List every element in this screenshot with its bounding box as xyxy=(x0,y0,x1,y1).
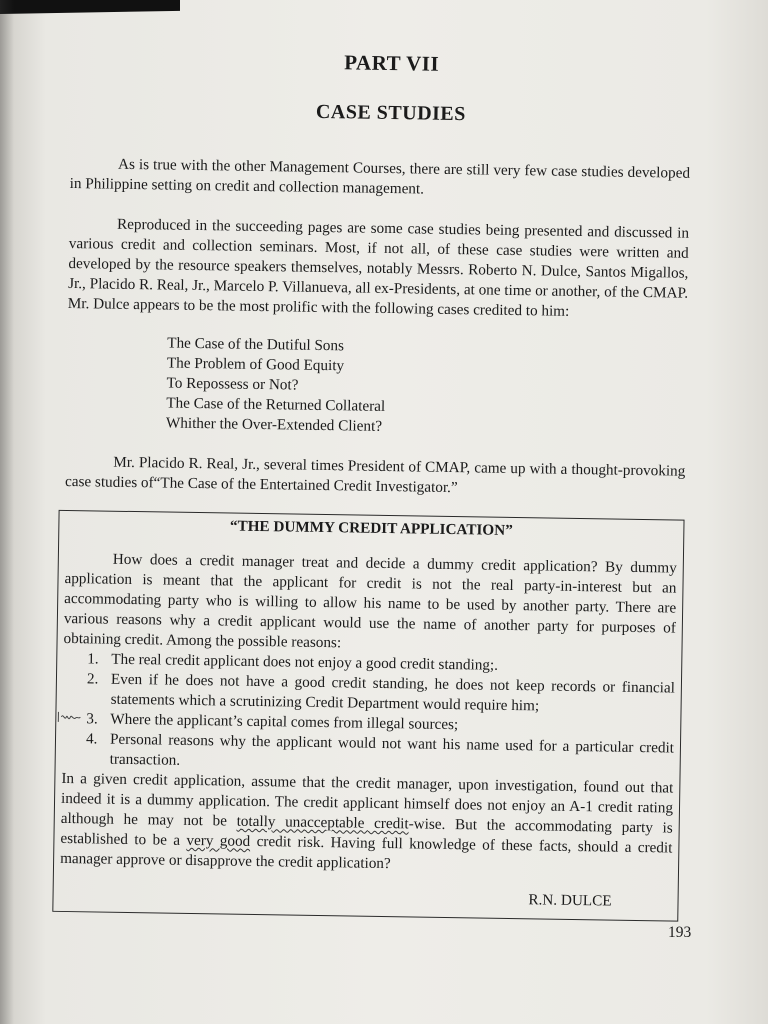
case-list xyxy=(166,334,688,442)
handwritten-note-mark xyxy=(56,709,82,725)
case-study-box xyxy=(52,510,684,922)
case-study-intro: How does a credit manager treat and decide a dummy credit application? By dummy application is meant that the applicant for credit is not the real party-in-interest but an accommodating party who is willing to allow his name to be used by another party. There are various reasons why a credit applicant would use the name of another party for purposes of obtaining credit. Among the possible reasons: xyxy=(63,550,677,652)
scan-edge-shadow xyxy=(0,0,180,14)
question-text: credit risk. Having full knowledge of these facts, should a credit manager approve or disapprove the credit application? xyxy=(60,832,673,873)
case-study-question xyxy=(60,769,673,879)
reason-number: 2. xyxy=(86,670,99,688)
underlined-phrase: very good xyxy=(186,831,251,850)
reason-number: 4. xyxy=(85,730,98,748)
page-number: 193 xyxy=(668,924,692,941)
intro-paragraph: As is true with the other Management Courses, there are still very few case studies developed in Philippine setting on credit and collection management. xyxy=(69,155,691,198)
case-study-title: “THE DUMMY CREDIT APPLICATION” xyxy=(229,517,513,539)
reason-number: 1. xyxy=(87,650,99,668)
part-title: PART VII xyxy=(344,50,440,76)
underlined-phrase: totally unacceptable credit xyxy=(236,812,409,833)
case-studies-paragraph: Reproduced in the succeeding pages are some case studies being presented and discussed in various credit and collection seminars. Most, if not all, of these case studies were written and developed by the resource speakers themselves, notably Messrs. Roberto N. Dulce, Santos Migallos, Jr., Placido R. Real, Jr., Marcelo P. Villanueva, all ex-Presidents, at one time or another, of the CMAP. Mr. Dulce appears to be the most prolific with the following cases credited to him: xyxy=(67,215,690,320)
case-list-item: To Repossess or Not? xyxy=(166,374,299,394)
question-text: -wise. But the accommodating party is established to be a xyxy=(60,815,673,849)
reasons-list xyxy=(86,649,676,778)
reason-text: The real credit applicant does not enjoy a good credit standing;. xyxy=(111,650,499,674)
reason-text: Where the applicant’s capital comes from illegal sources; xyxy=(110,710,459,734)
case-list-item: Whither the Over-Extended Client? xyxy=(165,414,383,435)
reason-text: Even if he does not have a good credit standing, he does not keep records or financial statements which a scrutinizing Credit Department would require him; xyxy=(110,670,676,715)
page-gutter-shadow xyxy=(0,0,14,1024)
case-list-item: The Problem of Good Equity xyxy=(166,354,345,375)
case-list-item: The Case of the Dutiful Sons xyxy=(167,334,345,355)
page-content xyxy=(58,40,692,922)
reason-text: Personal reasons why the applicant would not want his name used for a particular credit transaction. xyxy=(109,730,675,769)
real-paragraph: Mr. Placido R. Real, Jr., several times President of CMAP, came up with a thought-provoking case studies of“The Case of the Entertained Credit Investigator.” xyxy=(64,453,686,497)
question-text: In a given credit application, assume that the credit manager, upon investigation, found out that indeed it is a dummy application. The credit applicant himself does not enjoy an A-1 credit rating although he may not be xyxy=(60,769,674,830)
case-author: R.N. DULCE xyxy=(528,891,612,910)
reason-number: 3. xyxy=(86,710,98,728)
case-list-item: The Case of the Returned Collateral xyxy=(166,394,386,415)
section-title: CASE STUDIES xyxy=(315,100,467,126)
